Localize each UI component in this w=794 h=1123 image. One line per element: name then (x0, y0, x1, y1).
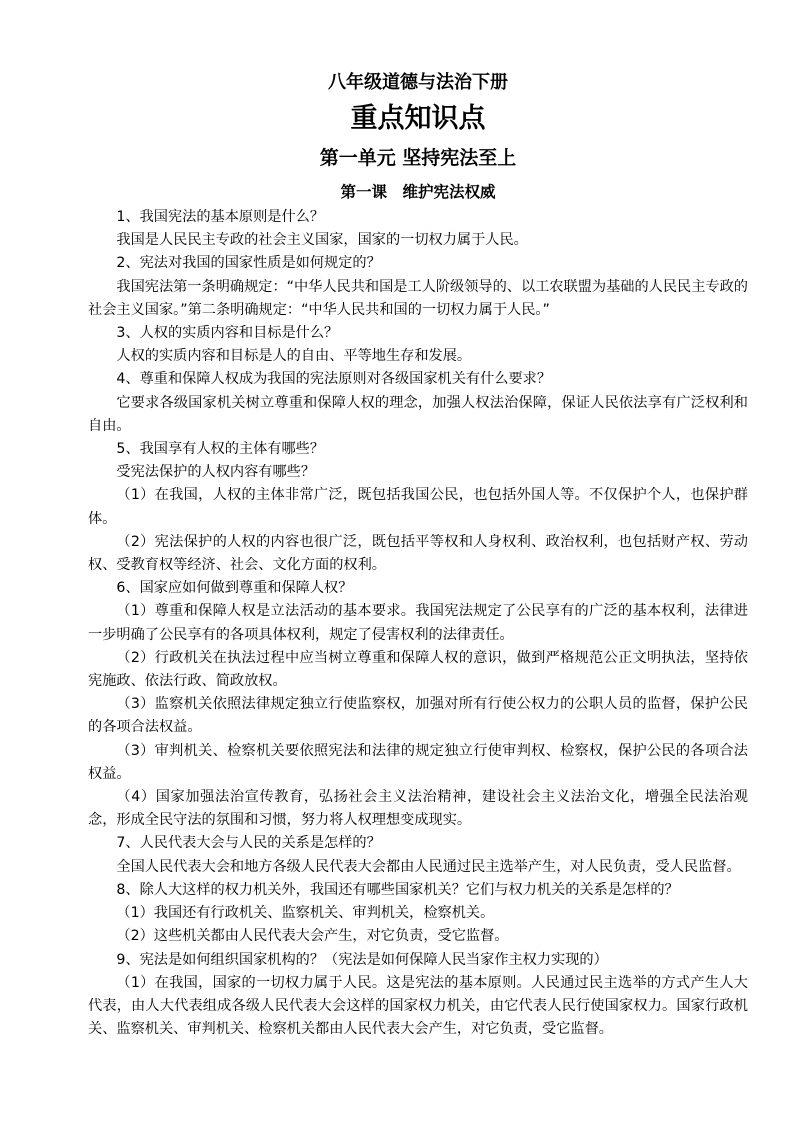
paragraph: （3）监察机关依照法律规定独立行使监察权，加强对所有行使公权力的公职人员的监督，保护公民的各项合法权益。 (88, 696, 748, 736)
paragraph: 3、人权的实质内容和目标是什么？ (116, 325, 339, 342)
paragraph: （1）我国还有行政机关、监察机关、审判机关，检察机关。 (116, 905, 495, 922)
paragraph: 6、国家应如何做到尊重和保障人权？ (116, 580, 353, 597)
paragraph: 我国是人民民主专政的社会主义国家，国家的一切权力属于人民。 (116, 232, 528, 249)
paragraph: （1）在我国，人权的主体非常广泛，既包括我国公民，也包括外国人等。不仅保护个人，也保护群体。 (88, 487, 748, 527)
paragraph: 2、宪法对我国的国家性质是如何规定的？ (116, 255, 381, 272)
unit-title: 第一单元 坚持宪法至上 (319, 147, 517, 169)
paragraph: （4）国家加强法治宣传教育，弘扬社会主义法治精神，建设社会主义法治文化，增强全民法治观念，形成全民守法的氛围和习惯，努力将人权理想变成现实。 (88, 789, 748, 829)
paragraph: （1）尊重和保障人权是立法活动的基本要求。我国宪法规定了公民享有的广泛的基本权利，法律进一步明确了公民享有的各项具体权利，规定了侵害权利的法律责任。 (88, 603, 748, 643)
paragraph: （3）审判机关、检察机关要依照宪法和法律的规定独立行使审判权、检察权，保护公民的各项合法权益。 (88, 742, 748, 782)
paragraph: 7、人民代表大会与人民的关系是怎样的？ (116, 835, 381, 852)
paragraph: （2）行政机关在执法过程中应当树立尊重和保障人权的意识，做到严格规范公正文明执法，坚持依宪施政、依法行政、简政放权。 (88, 649, 748, 690)
paragraph: （1）在我国，国家的一切权力属于人民。这是宪法的基本原则。人民通过民主选举的方式产生人大代表，由人大代表组成各级人民代表大会这样的国家权力机关，由它代表人民行使国家权力。国家行政机关、监察机关、审判机关、检察机关都由人民代表大会产生，对它负责，受它监督。 (88, 974, 748, 1038)
paragraph: 人权的实质内容和目标是人的自由、平等地生存和发展。 (116, 348, 472, 365)
paragraph: 我国宪法第一条明确规定：“中华人民共和国是工人阶级领导的、以工农联盟为基础的人民民主专政的社会主义国家。”第二条明确规定：“中华人民共和国的一切权力属于人民。” (88, 278, 748, 318)
paragraph: 全国人民代表大会和地方各级人民代表大会都由人民通过民主选举产生，对人民负责，受人民监督。 (116, 858, 741, 875)
document-body (88, 206, 748, 1041)
paragraph: 1、我国宪法的基本原则是什么？ (116, 209, 325, 225)
lesson-title: 第一课 维护宪法权威 (340, 183, 496, 201)
paragraph: （2）宪法保护的人权的内容也很广泛，既包括平等权和人身权利、政治权利，也包括财产权、劳动权、受教育权等经济、社会、文化方面的权利。 (88, 533, 748, 574)
paragraph: 受宪法保护的人权内容有哪些？ (116, 464, 316, 481)
paragraph: 4、尊重和保障人权成为我国的宪法原则对各级国家机关有什么要求？ (116, 371, 552, 388)
paragraph: 9、宪法是如何组织国家机构的？（宪法是如何保障人民当家作主权力实现的） (116, 951, 608, 968)
paragraph: 它要求各级国家机关树立尊重和保障人权的理念，加强人权法治保障，保证人民依法享有广泛权利和自由。 (88, 394, 748, 434)
document-content (88, 70, 748, 1041)
paragraph: 8、除人大这样的权力机关外，我国还有哪些国家机关？它们与权力机关的关系是怎样的？ (116, 881, 679, 898)
paragraph: （2）这些机关都由人民代表大会产生，对它负责，受它监督。 (116, 928, 509, 945)
grade-title: 八年级道德与法治下册 (328, 72, 508, 93)
paragraph: 5、我国享有人权的主体有哪些？ (116, 441, 325, 458)
main-title: 重点知识点 (350, 103, 486, 134)
